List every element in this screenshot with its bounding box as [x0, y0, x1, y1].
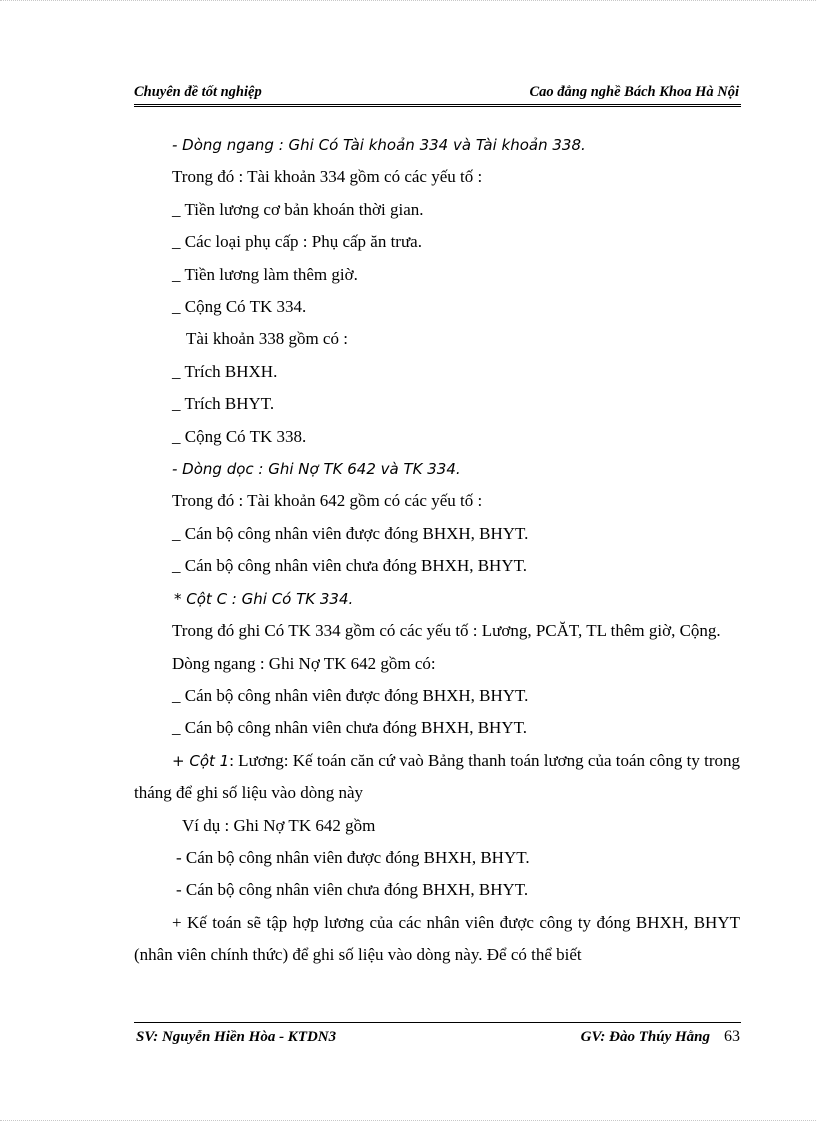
page-number: 63: [724, 1028, 740, 1045]
page-bottom-border: [0, 1120, 816, 1122]
paragraph-line: - Dòng ngang : Ghi Có Tài khoản 334 và Tài khoản 338.: [172, 136, 586, 154]
header-rule-thin: [134, 106, 741, 107]
column-label: + Cột 1: [172, 751, 230, 770]
list-item: _ Tiền lương cơ bản khoán thời gian.: [172, 199, 424, 219]
list-item: _ Cán bộ công nhân viên được đóng BHXH, BHYT.: [172, 523, 529, 543]
paragraph-text: : Lương: Kế toán căn cứ vaò Bảng thanh toán lương của toán công ty trong tháng để ghi số liệu vào dòng này: [134, 750, 740, 803]
list-item: _ Tiền lương làm thêm giờ.: [172, 264, 358, 284]
paragraph-line: Trong đó : Tài khoản 334 gồm có các yếu tố :: [172, 167, 483, 187]
footer-rule: [134, 1022, 741, 1023]
footer-student: SV: Nguyễn Hiền Hòa - KTDN3: [136, 1029, 337, 1045]
paragraph: Trong đó ghi Có TK 334 gồm có các yếu tố : Lương, PCĂT, TL thêm giờ, Cộng.: [172, 621, 721, 641]
list-item: _ Trích BHYT.: [172, 394, 275, 414]
header-left: Chuyên đề tốt nghiệp: [134, 84, 262, 100]
list-item: - Cán bộ công nhân viên chưa đóng BHXH, BHYT.: [176, 880, 529, 900]
running-header: [134, 84, 739, 102]
paragraph-line: - Dòng dọc : Ghi Nợ TK 642 và TK 334.: [172, 460, 461, 479]
paragraph-line: Dòng ngang : Ghi Nợ TK 642 gồm có:: [172, 653, 436, 673]
footer-teacher: GV: Đào Thúy Hằng: [580, 1029, 710, 1045]
paragraph: + Kế toán sẽ tập hợp lương của các nhân viên được công ty đóng BHXH, BHYT (nhân viên chính thức) để ghi số liệu vào dòng này. Để có thể biết: [134, 912, 740, 965]
list-item: _ Các loại phụ cấp : Phụ cấp ăn trưa.: [172, 232, 422, 252]
paragraph: [134, 745, 740, 810]
page-top-border: [0, 0, 816, 4]
paragraph-line: Tài khoản 338 gồm có :: [186, 329, 348, 349]
paragraph-line: Trong đó : Tài khoản 642 gồm có các yếu tố :: [172, 491, 483, 511]
header-right: Cao đẳng nghề Bách Khoa Hà Nội: [529, 84, 739, 100]
list-item: _ Cán bộ công nhân viên chưa đóng BHXH, BHYT.: [172, 556, 527, 576]
list-item: _ Cán bộ công nhân viên chưa đóng BHXH, BHYT.: [172, 718, 527, 738]
paragraph-line: * Cột C : Ghi Có TK 334.: [174, 589, 354, 608]
list-item: _ Trích BHXH.: [172, 361, 278, 381]
header-rule: [134, 104, 741, 105]
running-footer: [134, 1029, 740, 1049]
paragraph-line: Ví dụ : Ghi Nợ TK 642 gồm: [182, 815, 376, 835]
document-body: [134, 129, 740, 972]
list-item: _ Cộng Có TK 334.: [172, 297, 307, 317]
list-item: - Cán bộ công nhân viên được đóng BHXH, BHYT.: [176, 847, 530, 867]
list-item: _ Cán bộ công nhân viên được đóng BHXH, BHYT.: [172, 685, 529, 705]
list-item: _ Cộng Có TK 338.: [172, 426, 307, 446]
